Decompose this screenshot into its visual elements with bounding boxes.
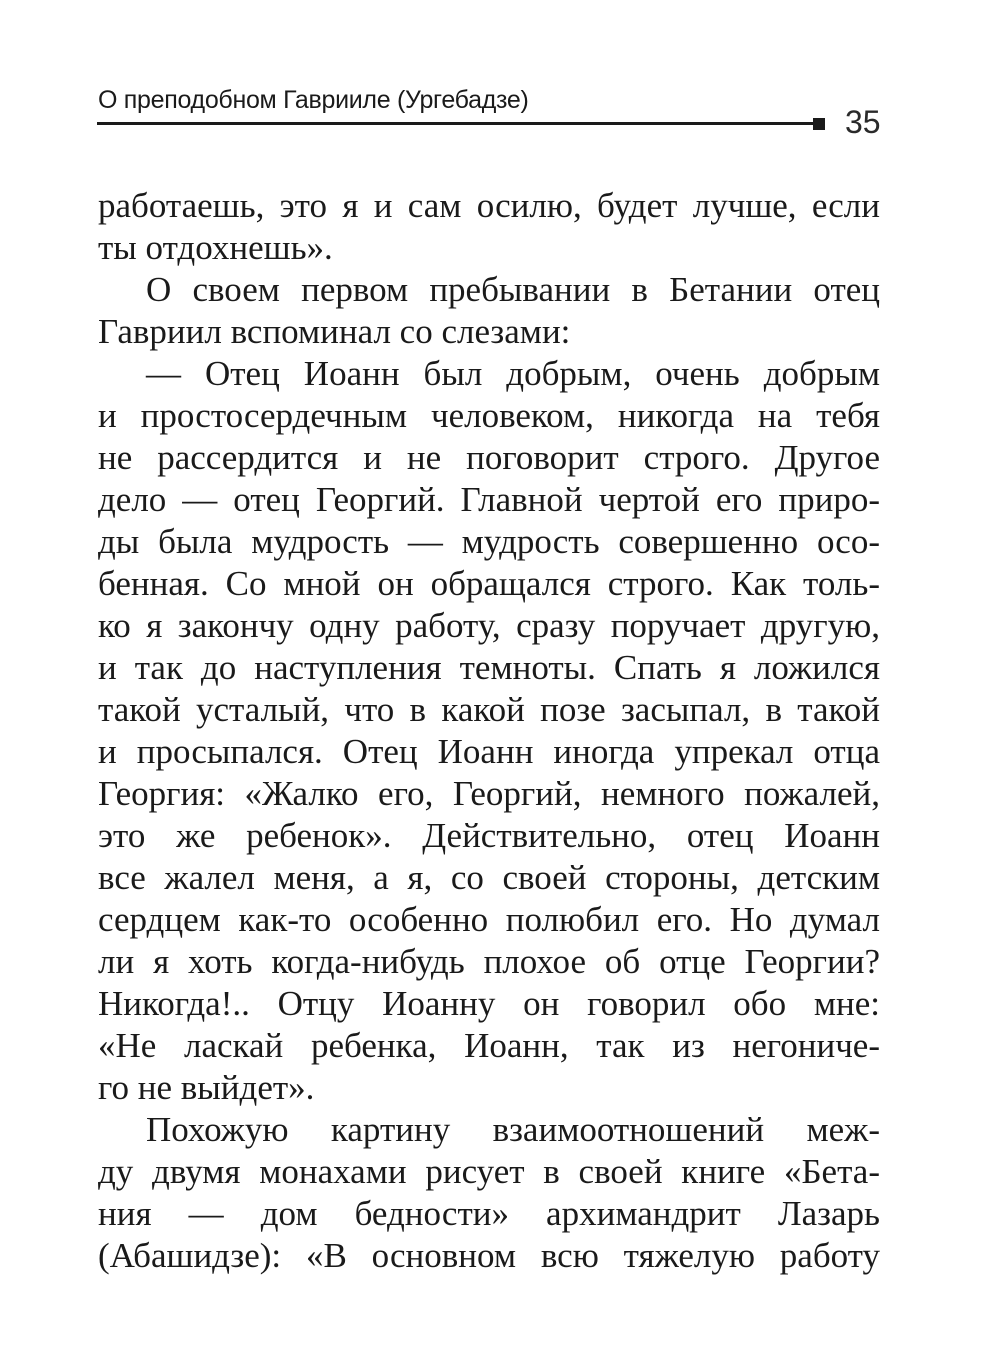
text-line: О своем первом пребывании в Бетании отец (146, 270, 880, 309)
body-text (98, 185, 880, 1277)
text-line: Гавриил вспоминал со слезами: (98, 312, 571, 351)
text-line: ды была мудрость — мудрость совершенно осо- (98, 522, 880, 561)
text-line: и просыпался. Отец Иоанн иногда упрекал отца (98, 732, 880, 771)
text-line: это же ребенок». Действительно, отец Иоанн (98, 816, 880, 855)
text-line: ко я закончу одну работу, сразу поручает другую, (98, 606, 880, 645)
text-line: (Абашидзе): «В основном всю тяжелую работу (98, 1236, 880, 1275)
text-line: и так до наступления темноты. Спать я ложился (98, 648, 880, 687)
page-number: 35 (845, 104, 881, 140)
text-line: не рассердится и не поговорит строго. Другое (98, 438, 880, 477)
text-line: дело — отец Георгий. Главной чертой его приро- (98, 480, 880, 519)
text-line: го не выйдет». (98, 1068, 315, 1107)
text-line: такой усталый, что в какой позе засыпал, в такой (98, 690, 880, 729)
running-head-title: О преподобном Гаврииле (Ургебадзе) (98, 86, 529, 114)
text-line: ния — дом бедности» архимандрит Лазарь (98, 1194, 880, 1233)
text-line: — Отец Иоанн был добрым, очень добрым (146, 354, 880, 393)
text-line: Похожую картину взаимоотношений меж- (146, 1110, 880, 1149)
header-rule (97, 122, 815, 125)
text-line: сердцем как-то особенно полюбил его. Но думал (98, 900, 880, 939)
text-line: все жалел меня, а я, со своей стороны, детским (98, 858, 880, 897)
text-line: ты отдохнешь». (98, 228, 333, 267)
text-line: Никогда!.. Отцу Иоанну он говорил обо мне: (98, 984, 880, 1023)
text-line: работаешь, это я и сам осилю, будет лучше, если (98, 186, 880, 225)
header-rule-square-icon (813, 118, 825, 130)
text-line: ли я хоть когда-нибудь плохое об отце Георгии? (98, 942, 880, 981)
text-line: Георгия: «Жалко его, Георгий, немного пожалей, (98, 774, 880, 813)
text-line: бенная. Со мной он обращался строго. Как толь- (98, 564, 880, 603)
text-line: и простосердечным человеком, никогда на тебя (98, 396, 880, 435)
text-line: «Не ласкай ребенка, Иоанн, так из негониче- (98, 1026, 880, 1065)
text-line: ду двумя монахами рисует в своей книге «Бета- (98, 1152, 880, 1191)
